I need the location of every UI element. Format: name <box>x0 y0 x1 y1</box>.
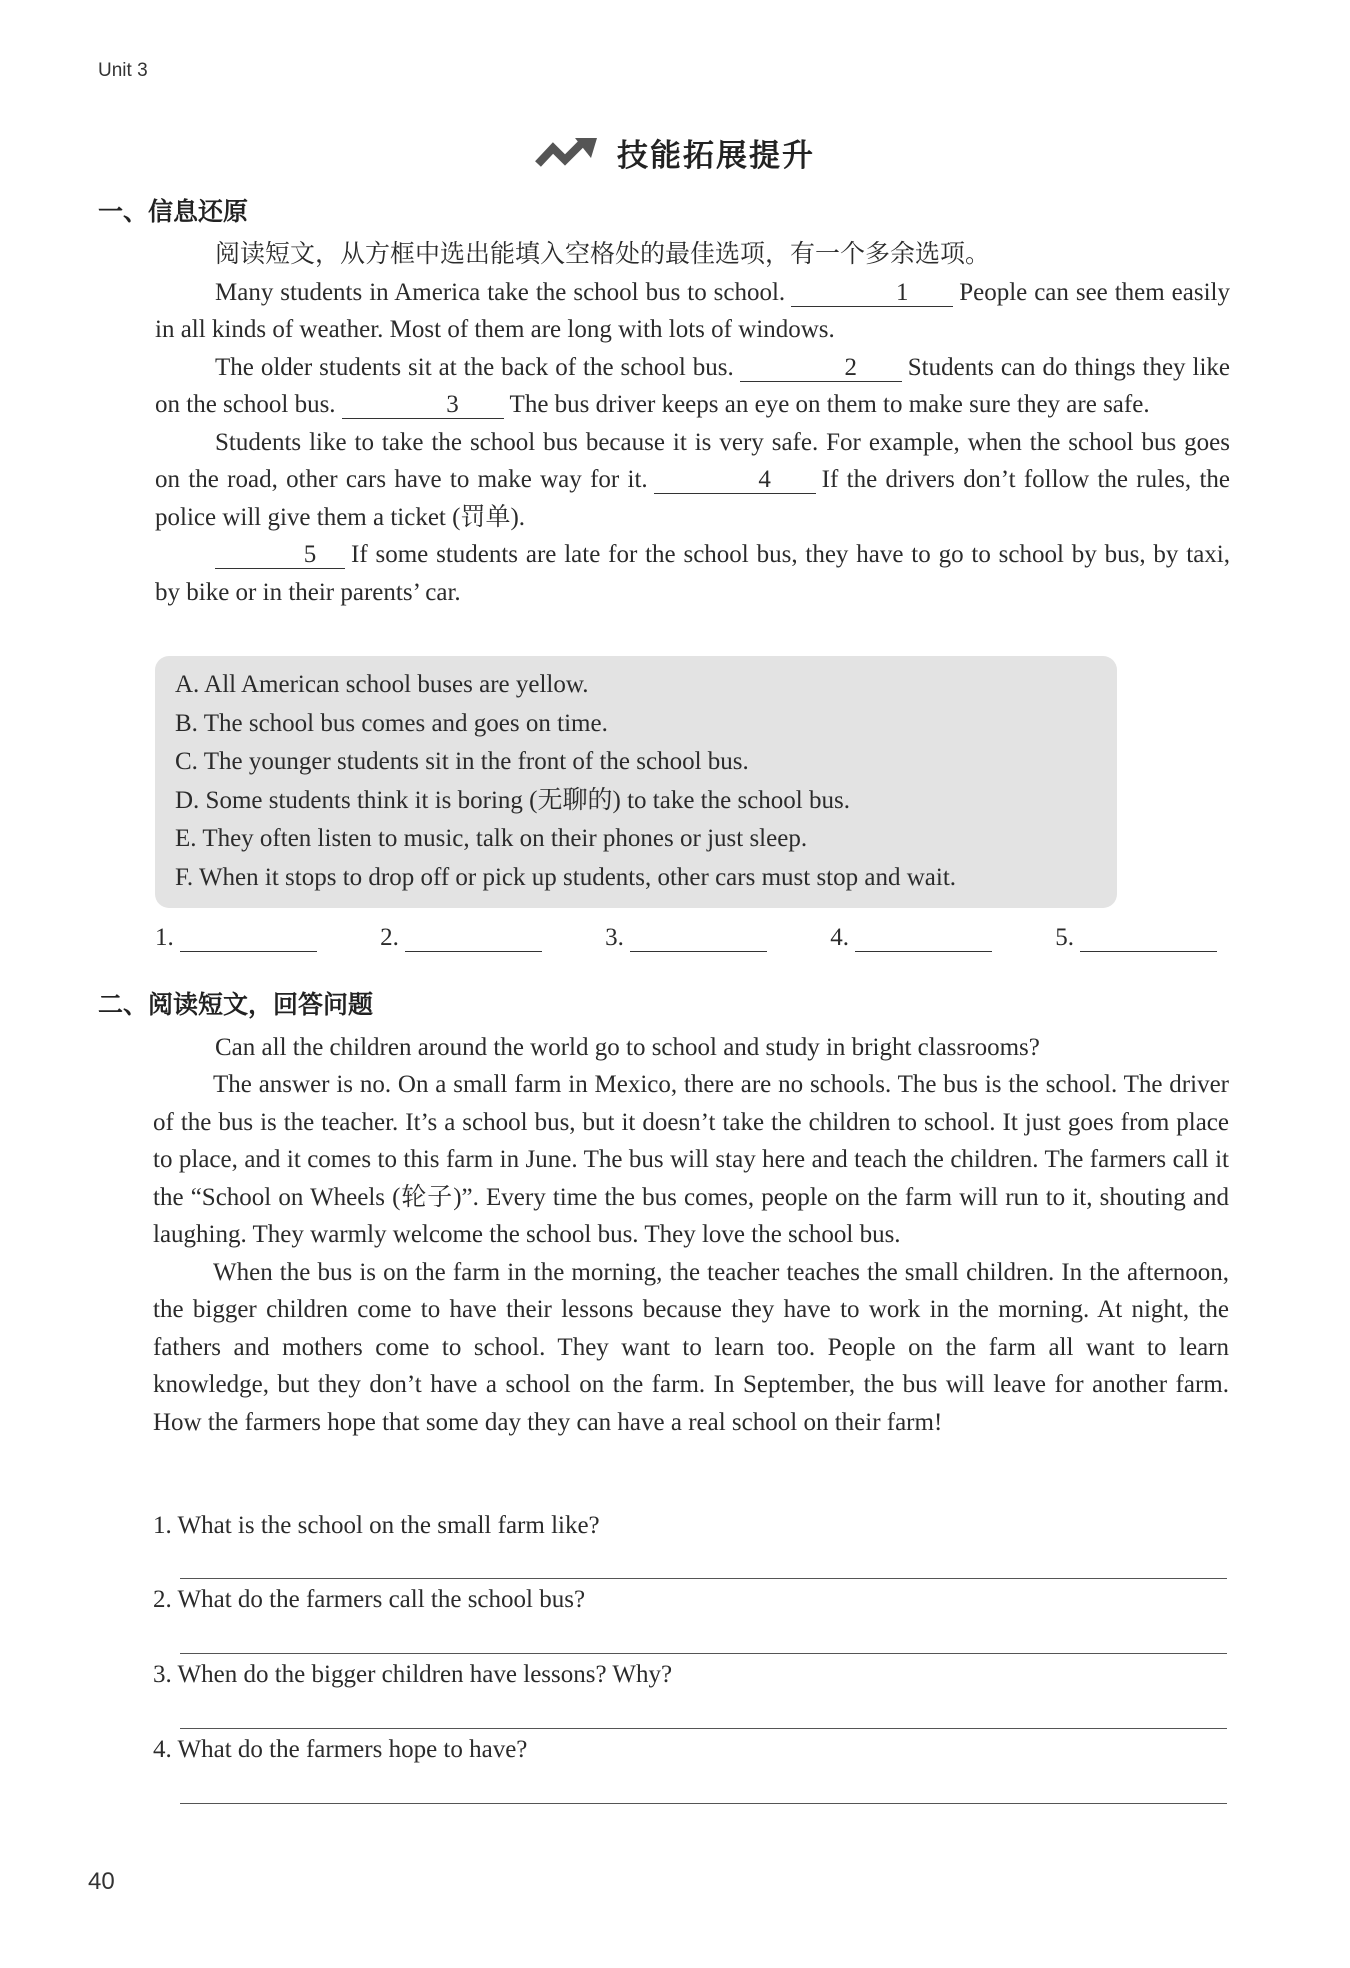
passage-paragraph: Many students in America take the school bus to school. 1 People can see them easily in all kinds of weather. Most of them are long with lots of windows. <box>155 278 1230 343</box>
question-3: 3. When do the bigger children have lessons? Why? <box>153 1661 673 1688</box>
option-a: A. All American school buses are yellow. <box>175 671 589 698</box>
passage-paragraph: 5 If some students are late for the school bus, they have to go to school by bus, by taxi, by bike or in their parents’ car. <box>155 541 1230 606</box>
section2-heading: 二、阅读短文，回答问题 <box>98 990 374 1019</box>
trend-arrow-icon <box>535 136 599 170</box>
passage-paragraph: The older students sit at the back of the school bus. 2 Students can do things they like on the school bus. 3 The bus driver keeps an eye on them to make sure they are safe. <box>155 353 1230 418</box>
answer-item: 5. <box>1055 923 1217 952</box>
answer-input-4[interactable] <box>855 923 992 952</box>
passage-paragraph: Students like to take the school bus because it is very safe. For example, when the school bus goes on the road, other cars have to make way for it. 4 If the drivers don’t follow the rules, the police will give them a ticket (罚单). <box>155 428 1230 531</box>
passage-paragraph: When the bus is on the farm in the morning, the teacher teaches the small children. In the afternoon, the bigger children come to have their lessons because they have to work in the morning. At night, the fathers and mothers come to school. They want to learn too. People on the farm all want to learn knowledge, but they don’t have a school on the farm. In September, the bus will leave for another farm. How the farmers hope that some day they can have a real school on their farm! <box>153 1258 1229 1436</box>
section2-passage-body <box>153 1066 1229 1441</box>
title-bar <box>0 130 1350 175</box>
section1-heading: 一、信息还原 <box>98 197 249 226</box>
passage-paragraph: The answer is no. On a small farm in Mexico, there are no schools. The bus is the school. The driver of the bus is the teacher. It’s a school bus, but it doesn’t take the children to school. It just goes from place to place, and it comes to this farm in June. The bus will stay here and teach the children. The farmers call it the “School on Wheels (轮子)”. Every time the bus comes, people on the farm will run to it, shouting and laughing. They warmly welcome the school bus. They love the school bus. <box>153 1071 1229 1248</box>
option-e: E. They often listen to music, talk on their phones or just sleep. <box>175 825 808 852</box>
answer-item: 4. <box>830 923 992 952</box>
passage-paragraph: Can all the children around the world go to school and study in bright classrooms? <box>215 1034 1040 1061</box>
section1-passage <box>155 236 1230 611</box>
answer-line-2[interactable] <box>180 1653 1227 1654</box>
answer-input-3[interactable] <box>630 923 767 952</box>
option-d: D. Some students think it is boring (无聊的) to take the school bus. <box>175 786 850 814</box>
blank-4: 4 <box>654 467 816 494</box>
question-1: 1. What is the school on the small farm like? <box>153 1512 600 1539</box>
answer-line-1[interactable] <box>180 1578 1227 1579</box>
answer-row <box>155 923 1217 952</box>
unit-label: Unit 3 <box>98 60 148 81</box>
option-b: B. The school bus comes and goes on time. <box>175 709 608 737</box>
options-box <box>155 656 1117 908</box>
answer-item: 1. <box>155 923 317 952</box>
answer-item: 3. <box>605 923 767 952</box>
answer-input-1[interactable] <box>180 923 317 952</box>
answer-item: 2. <box>380 923 542 952</box>
question-4: 4. What do the farmers hope to have? <box>153 1736 528 1763</box>
page-title: 技能拓展提升 <box>617 138 815 174</box>
page-number: 40 <box>88 1868 115 1895</box>
option-f: F. When it stops to drop off or pick up students, other cars must stop and wait. <box>175 863 957 891</box>
answer-line-4[interactable] <box>180 1803 1227 1804</box>
blank-1: 1 <box>791 280 953 307</box>
answer-line-3[interactable] <box>180 1728 1227 1729</box>
section2-passage <box>155 1029 1230 1067</box>
blank-5: 5 <box>215 542 345 569</box>
answer-input-5[interactable] <box>1080 923 1217 952</box>
answer-input-2[interactable] <box>405 923 542 952</box>
section1-instruction: 阅读短文，从方框中选出能填入空格处的最佳选项，有一个多余选项。 <box>215 241 991 268</box>
blank-2: 2 <box>740 355 902 382</box>
question-2: 2. What do the farmers call the school bus? <box>153 1586 586 1613</box>
option-c: C. The younger students sit in the front of the school bus. <box>175 748 749 775</box>
blank-3: 3 <box>342 392 504 419</box>
